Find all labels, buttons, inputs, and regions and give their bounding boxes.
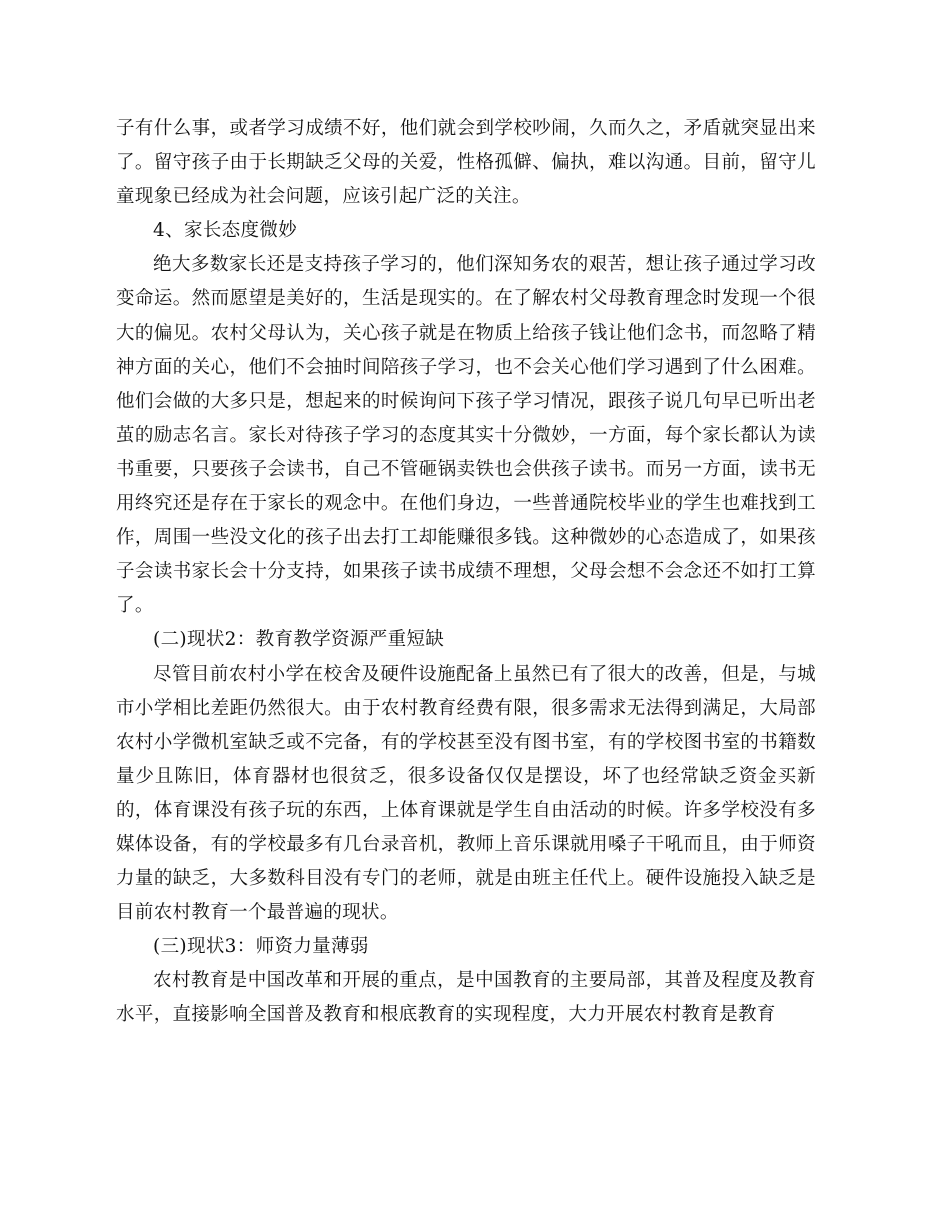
heading-status-3: (三)现状3：师资力量薄弱 bbox=[153, 936, 369, 958]
document-body bbox=[116, 112, 816, 1033]
paragraph-teacher-shortage: 农村教育是中国改革和开展的重点，是中国教育的主要局部，其普及程度及教育水平，直接影响全国普及教育和根底教育的实现程度，大力开展农村教育是教育 bbox=[116, 970, 816, 1026]
paragraph-parent-attitude: 绝大多数家长还是支持孩子学习的，他们深知务农的艰苦，想让孩子通过学习改变命运。然而愿望是美好的，生活是现实的。在了解农村父母教育理念时发现一个很大的偏见。农村父母认为，关心孩子就是在物质上给孩子钱让他们念书，而忽略了精神方面的关心，他们不会抽时间陪孩子学习，也不会关心他们学习遇到了什么困难。他们会做的大多只是，想起来的时候询问下孩子学习情况，跟孩子说几句早已听出老茧的励志名言。家长对待孩子学习的态度其实十分微妙，一方面，每个家长都认为读书重要，只要孩子会读书，自己不管砸锅卖铁也会供孩子读书。而另一方面，读书无用终究还是存在于家长的观念中。在他们身边，一些普通院校毕业的学生也难找到工作，周围一些没文化的孩子出去打工却能赚很多钱。这种微妙的心态造成了，如果孩子会读书家长会十分支持，如果孩子读书成绩不理想，父母会想不会念还不如打工算了。 bbox=[116, 254, 816, 617]
paragraph-left-behind-children: 子有什么事，或者学习成绩不好，他们就会到学校吵闹，久而久之，矛盾就突显出来了。留守孩子由于长期缺乏父母的关爱，性格孤僻、偏执，难以沟通。目前，留守儿童现象已经成为社会问题，应该引起广泛的关注。 bbox=[116, 118, 816, 208]
heading-status-2: (二)现状2：教育教学资源严重短缺 bbox=[153, 629, 445, 651]
paragraph-resource-shortage: 尽管目前农村小学在校舍及硬件设施配备上虽然已有了很大的改善，但是，与城市小学相比差距仍然很大。由于农村教育经费有限，很多需求无法得到满足，大局部农村小学微机室缺乏或不完备，有的学校甚至没有图书室，有的学校图书室的书籍数量少且陈旧，体育器材也很贫乏，很多设备仅仅是摆设，坏了也经常缺乏资金买新的，体育课没有孩子玩的东西，上体育课就是学生自由活动的时候。许多学校没有多媒体设备，有的学校最多有几台录音机，教师上音乐课就用嗓子干吼而且，由于师资力量的缺乏，大多数科目没有专门的老师，就是由班主任代上。硬件设施投入缺乏是目前农村教育一个最普遍的现状。 bbox=[116, 663, 816, 924]
heading-parent-attitude: 4、家长态度微妙 bbox=[153, 220, 298, 242]
